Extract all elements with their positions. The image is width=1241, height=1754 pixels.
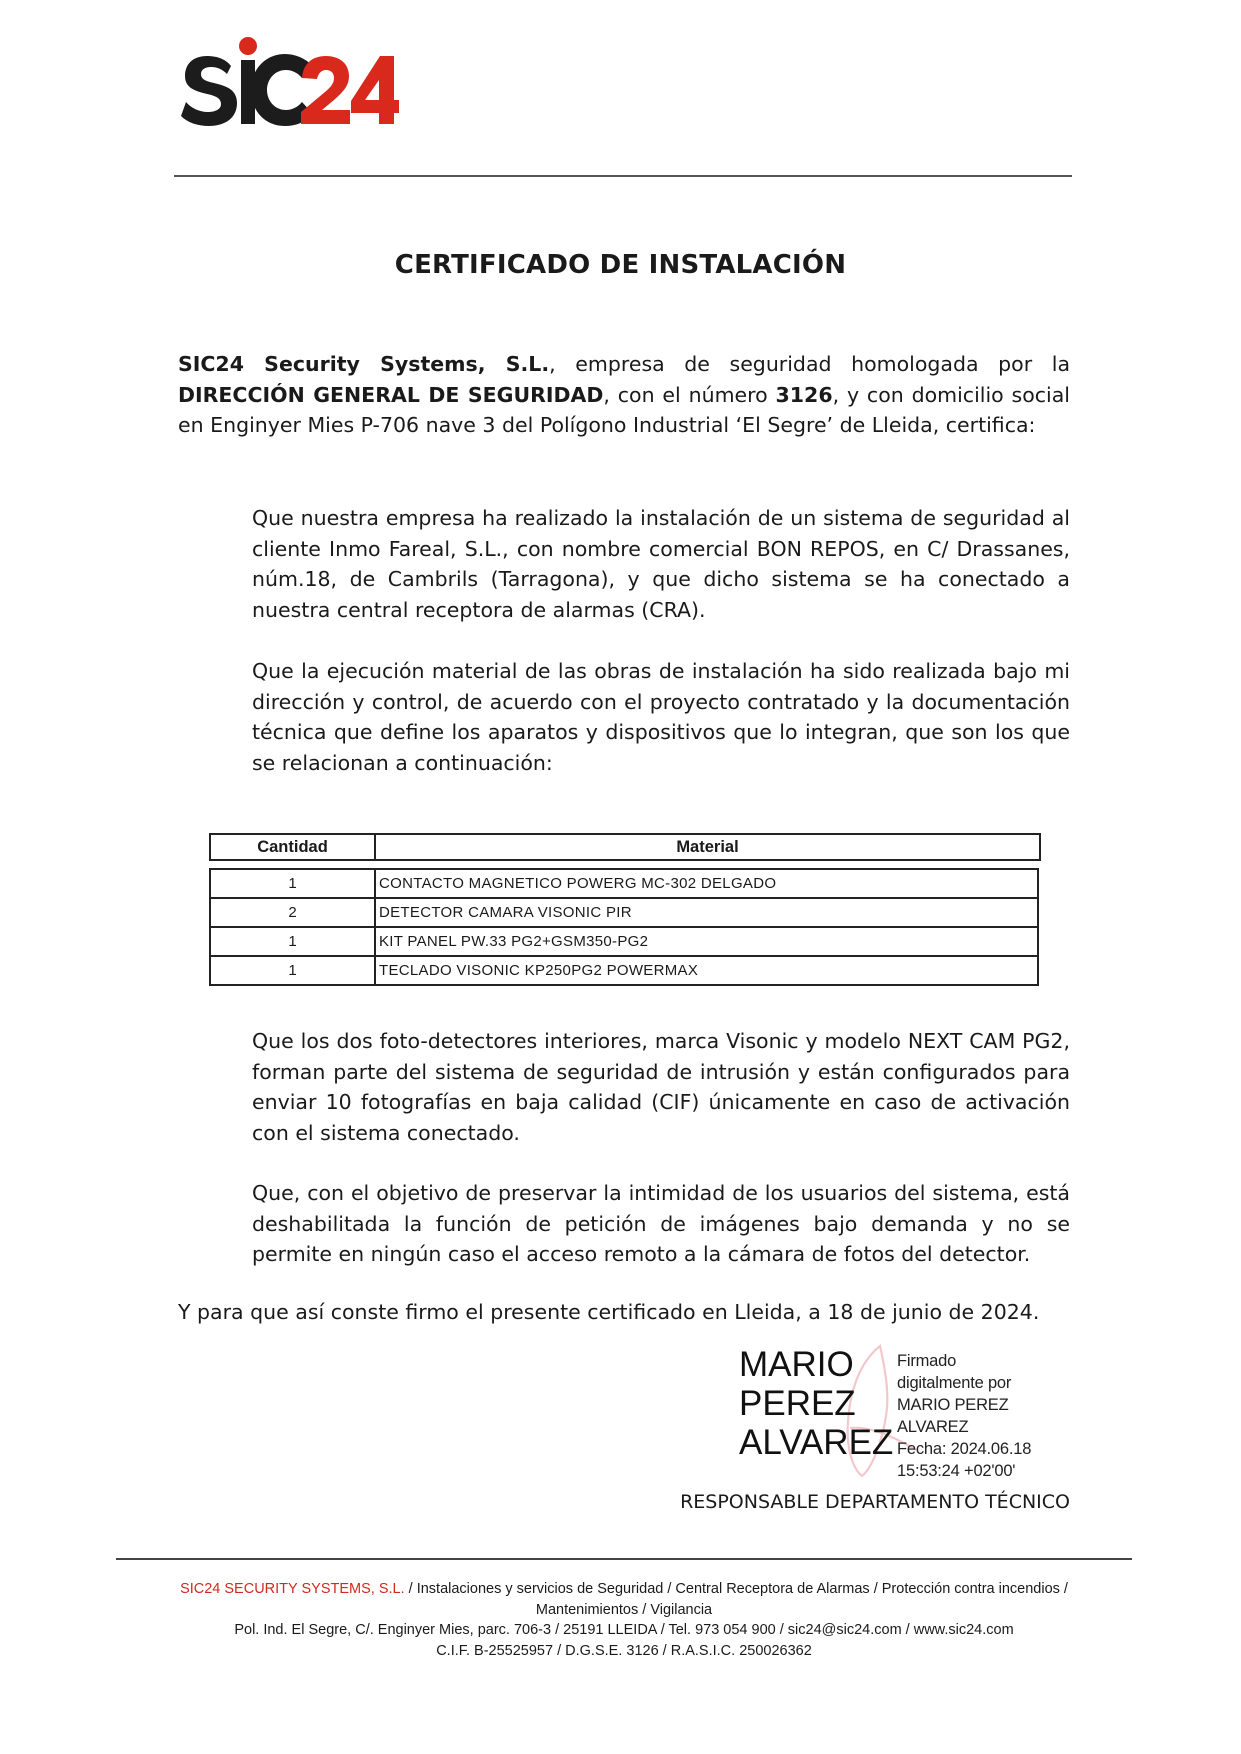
footer-services-cont: Mantenimientos / Vigilancia (535, 1601, 713, 1618)
quantity-cell: 1 (211, 870, 376, 897)
material-cell: TECLADO VISONIC KP250PG2 POWERMAX (379, 962, 699, 979)
paragraph-installation: Que nuestra empresa ha realizado la instalación de un sistema de seguridad al cliente Inmo Fareal, S.L., con nombre comercial BON REPOS, en C/ Drassanes, núm.18, de Cambrils (Tarragona), y que dicho sistema se ha conectado a nuestra central receptora de alarmas (CRA). (252, 506, 1070, 622)
intro-paragraph: SIC24 Security Systems, S.L., empresa de seguridad homologada por la DIRECCIÓN GENERAL DE SEGURIDAD, con el número 3126, y con domicilio social en Enginyer Mies P-706 nave 3 del Polígono Industrial ‘El Segre’ de Lleida, certifica: (178, 352, 1071, 437)
material-cell: CONTACTO MAGNETICO POWERG MC-302 DELGADO (379, 875, 777, 892)
header-divider (174, 175, 1072, 177)
materials-table (209, 868, 1039, 986)
footer (116, 1579, 1132, 1661)
paragraph-privacy: Que, con el objetivo de preservar la intimidad de los usuarios del sistema, está deshabilitada la función de petición de imágenes bajo demanda y no se permite en ningún caso el acceso remoto a la cámara de fotos del detector. (252, 1181, 1070, 1266)
logo-digit-4 (351, 56, 399, 124)
footer-address: Pol. Ind. El Segre, C/. Enginyer Mies, parc. 706-3 / 25191 LLEIDA / Tel. 973 054 900 / sic24@sic24.com / www.sic24.com (234, 1622, 1014, 1638)
closing-statement: Y para que así conste firmo el presente certificado en Lleida, a 18 de junio de 2024. (178, 1300, 1040, 1324)
company-logo (181, 36, 399, 130)
quantity-cell: 2 (211, 899, 376, 926)
material-cell: DETECTOR CAMARA VISONIC PIR (379, 904, 632, 921)
material-header: Material (676, 838, 739, 856)
logo-dot (239, 37, 257, 55)
signer-name: MARIO PEREZ ALVAREZ (739, 1345, 894, 1462)
table-row (211, 870, 1037, 899)
registration-number: 3126 (775, 382, 833, 407)
materials-table-header (209, 833, 1041, 861)
footer-divider (116, 1558, 1132, 1560)
quantity-cell: 1 (211, 928, 376, 955)
quantity-cell: 1 (211, 957, 376, 984)
material-cell: KIT PANEL PW.33 PG2+GSM350-PG2 (379, 933, 649, 950)
logo-digit-2 (301, 56, 350, 124)
authority-name: DIRECCIÓN GENERAL DE SEGURIDAD (178, 382, 604, 407)
quantity-header: Cantidad (211, 835, 376, 859)
paragraph-execution: Que la ejecución material de las obras de instalación ha sido realizada bajo mi dirección y control, de acuerdo con el proyecto contratado y la documentación técnica que define los aparatos y dispositivos que lo integran, que son los que se relacionan a continuación: (252, 659, 1070, 775)
signer-role: RESPONSABLE DEPARTAMENTO TÉCNICO (680, 1491, 1070, 1513)
table-row (211, 957, 1037, 984)
table-row (211, 928, 1037, 957)
digital-signature-info: Firmado digitalmente por MARIO PEREZ ALVAREZ Fecha: 2024.06.18 15:53:24 +02'00' (897, 1352, 1032, 1480)
footer-services: SIC24 SECURITY SYSTEMS, S.L. / Instalaciones y servicios de Seguridad / Central Receptora de Alarmas / Protección contra incendios / (180, 1581, 1068, 1597)
table-row (211, 899, 1037, 928)
footer-registry: C.I.F. B-25525957 / D.G.S.E. 3126 / R.A.S.I.C. 250026362 (436, 1642, 812, 1659)
company-name: SIC24 Security Systems, S.L. (178, 352, 550, 376)
paragraph-photo-detectors: Que los dos foto-detectores interiores, marca Visonic y modelo NEXT CAM PG2, forman parte del sistema de seguridad de intrusión y están configurados para enviar 10 fotografías en baja calidad (CIF) únicamente en caso de activación con el sistema conectado. (252, 1029, 1070, 1145)
document-title: CERTIFICADO DE INSTALACIÓN (394, 250, 847, 280)
logo-letter-s (181, 56, 237, 126)
footer-company: SIC24 SECURITY SYSTEMS, S.L. (180, 1581, 405, 1597)
